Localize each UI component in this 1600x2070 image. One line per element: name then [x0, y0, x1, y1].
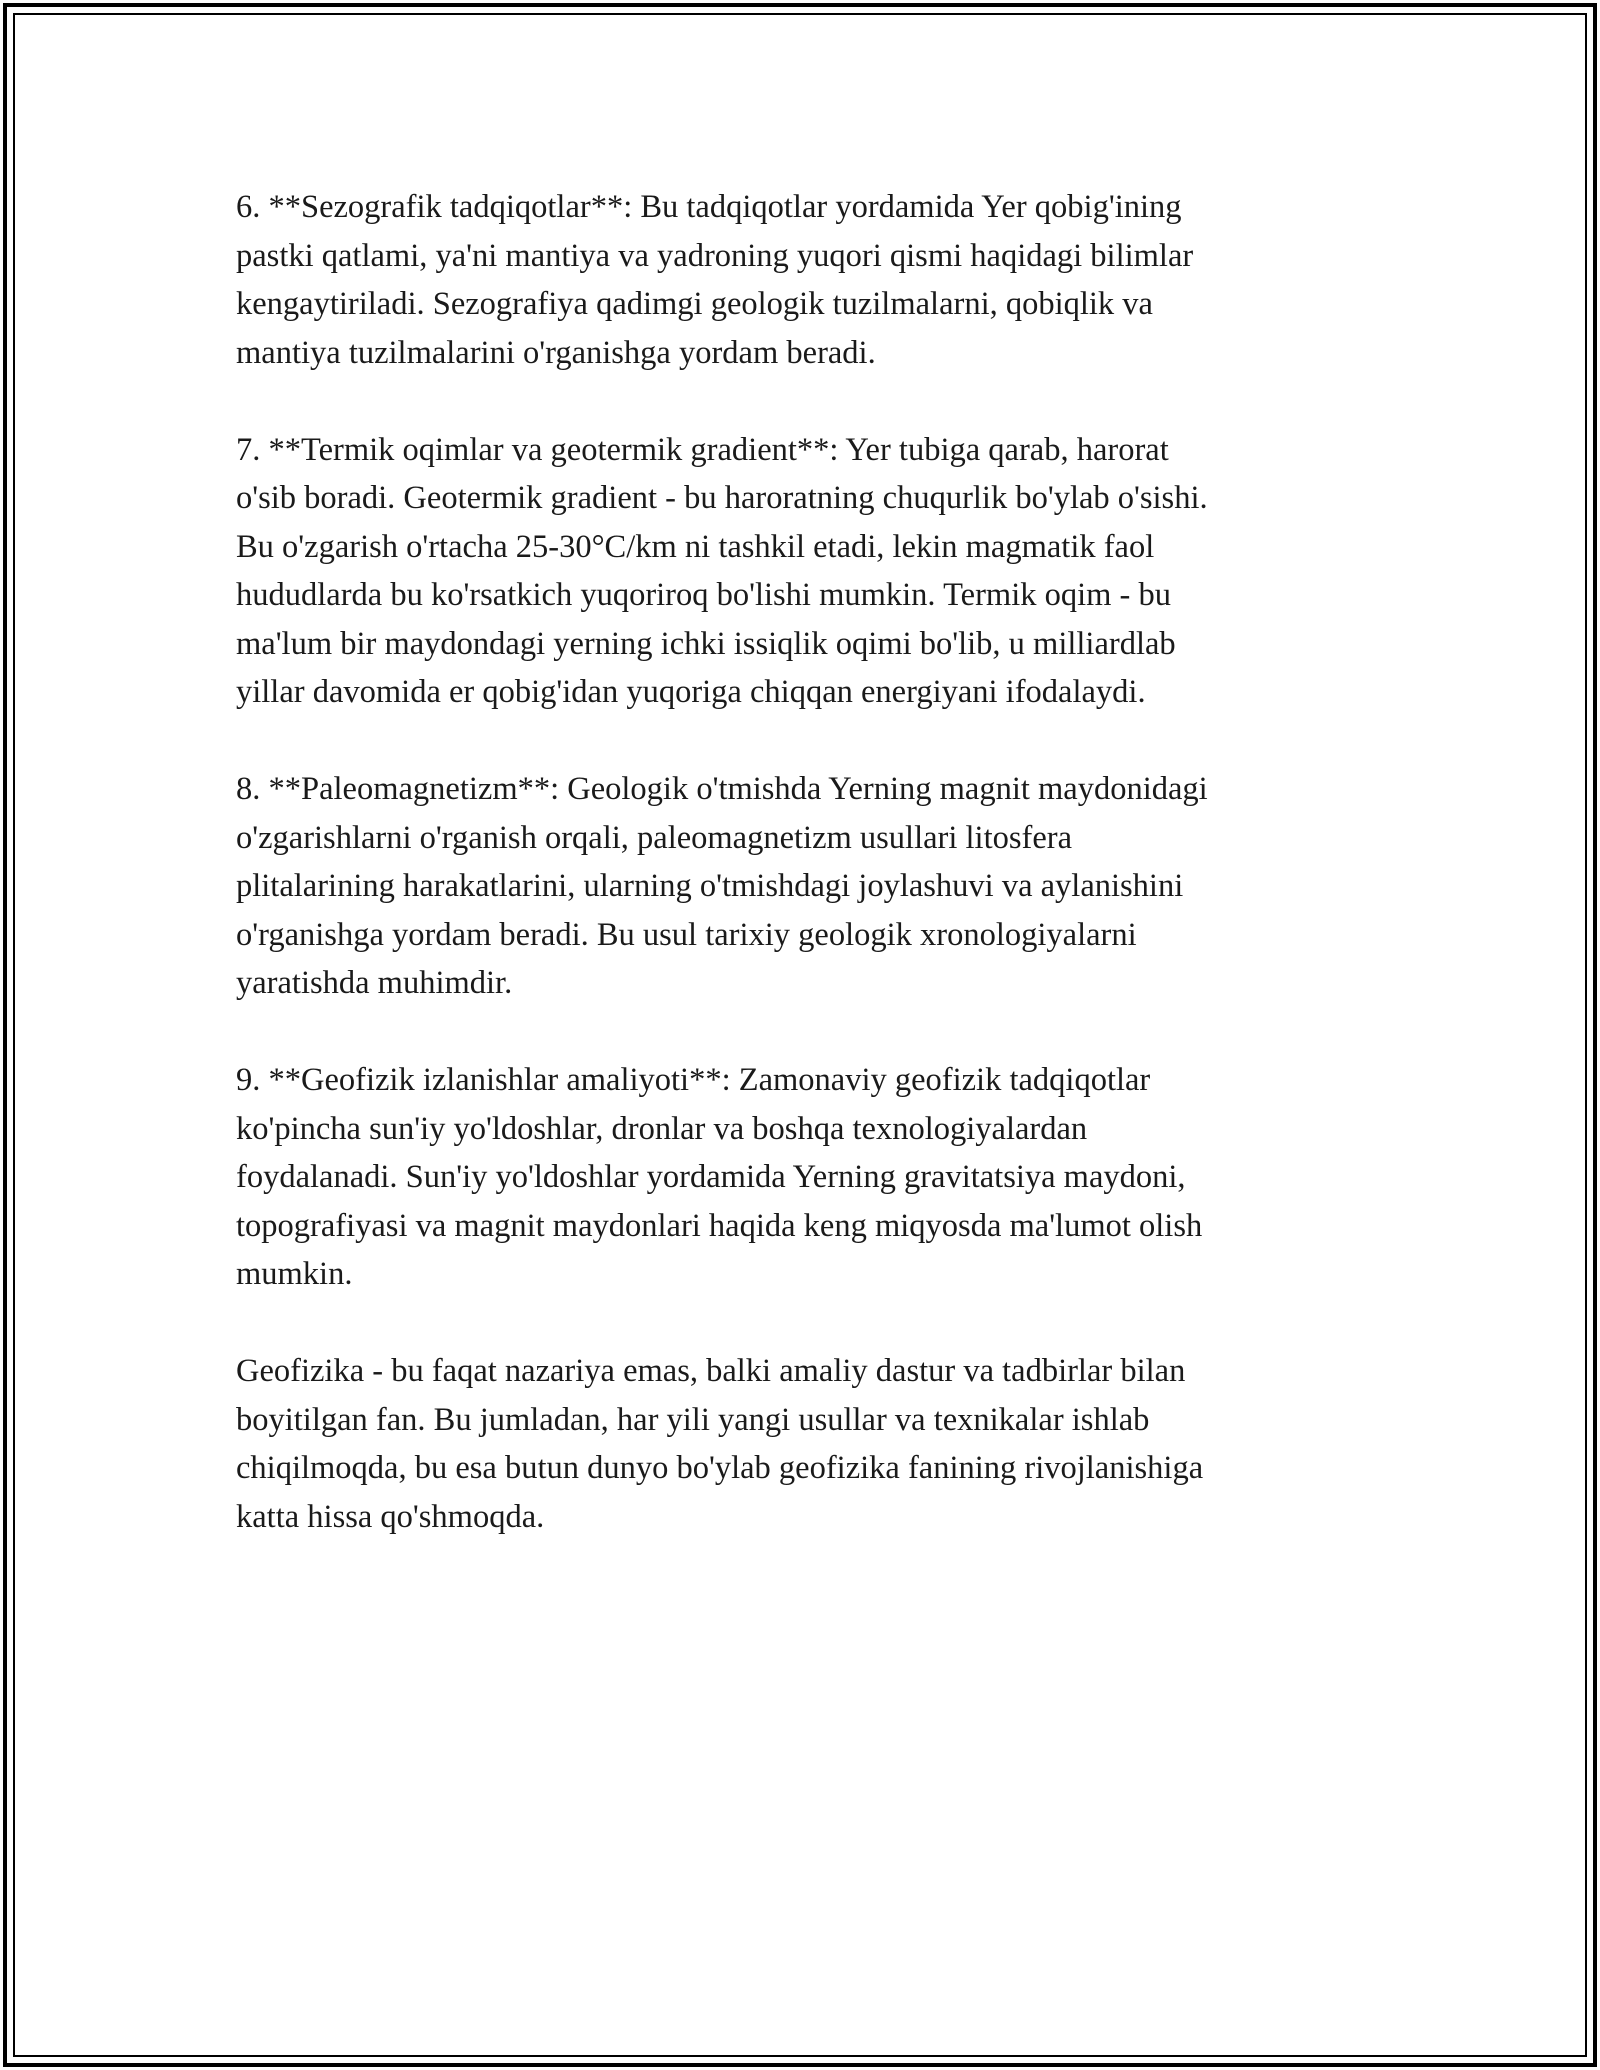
paragraph-paleomagnetism: 8. **Paleomagnetizm**: Geologik o'tmishda Yerning magnit maydonidagi o'zgarishlarni o'rganish orqali, paleomagnetizm usullari litosfera plitalarining harakatlarini, ularning o'tmishdagi joylashuvi va aylanishini o'rganishga yordam beradi. Bu usul tarixiy geologik xronologiyalarni yaratishda muhimdir.	[236, 771, 1208, 1001]
paragraph-thermal-flows: 7. **Termik oqimlar va geotermik gradient**: Yer tubiga qarab, harorat o'sib boradi. Geotermik gradient - bu haroratning chuqurlik bo'ylab o'sishi. Bu o'zgarish o'rtacha 25-30°C/km ni tashkil etadi, lekin magmatik faol hududlarda bu ko'rsatkich yuqoriroq bo'lishi mumkin. Termik oqim - bu ma'lum bir maydondagi yerning ichki issiqlik oqimi bo'lib, u milliardlab yillar davomida er qobig'idan yuqoriga chiqqan energiyani ifodalaydi.	[236, 431, 1208, 710]
paragraph-seismographic-research: 6. **Sezografik tadqiqotlar**: Bu tadqiqotlar yordamida Yer qobig'ining pastki qatlami, ya'ni mantiya va yadroning yuqori qismi haqidagi bilimlar kengaytiriladi. Sezografiya qadimgi geologik tuzilmalarni, qobiqlik va mantiya tuzilmalarini o'rganishga yordam beradi.	[236, 189, 1194, 371]
paragraph-geophysical-practice: 9. **Geofizik izlanishlar amaliyoti**: Zamonaviy geofizik tadqiqotlar ko'pincha sun'iy yo'ldoshlar, dronlar va boshqa texnologiyalardan foydalanadi. Sun'iy yo'ldoshlar yordamida Yerning gravitatsiya maydoni, topografiyasi va magnit maydonlari haqida keng miqyosda ma'lumot olish mumkin.	[236, 1062, 1203, 1292]
document-body	[236, 183, 1366, 1590]
paragraph-conclusion: Geofizika - bu faqat nazariya emas, balki amaliy dastur va tadbirlar bilan boyitilgan fan. Bu jumladan, har yili yangi usullar va texnikalar ishlab chiqilmoqda, bu esa butun dunyo bo'ylab geofizika fanining rivojlanishiga katta hissa qo'shmoqda.	[236, 1353, 1204, 1535]
